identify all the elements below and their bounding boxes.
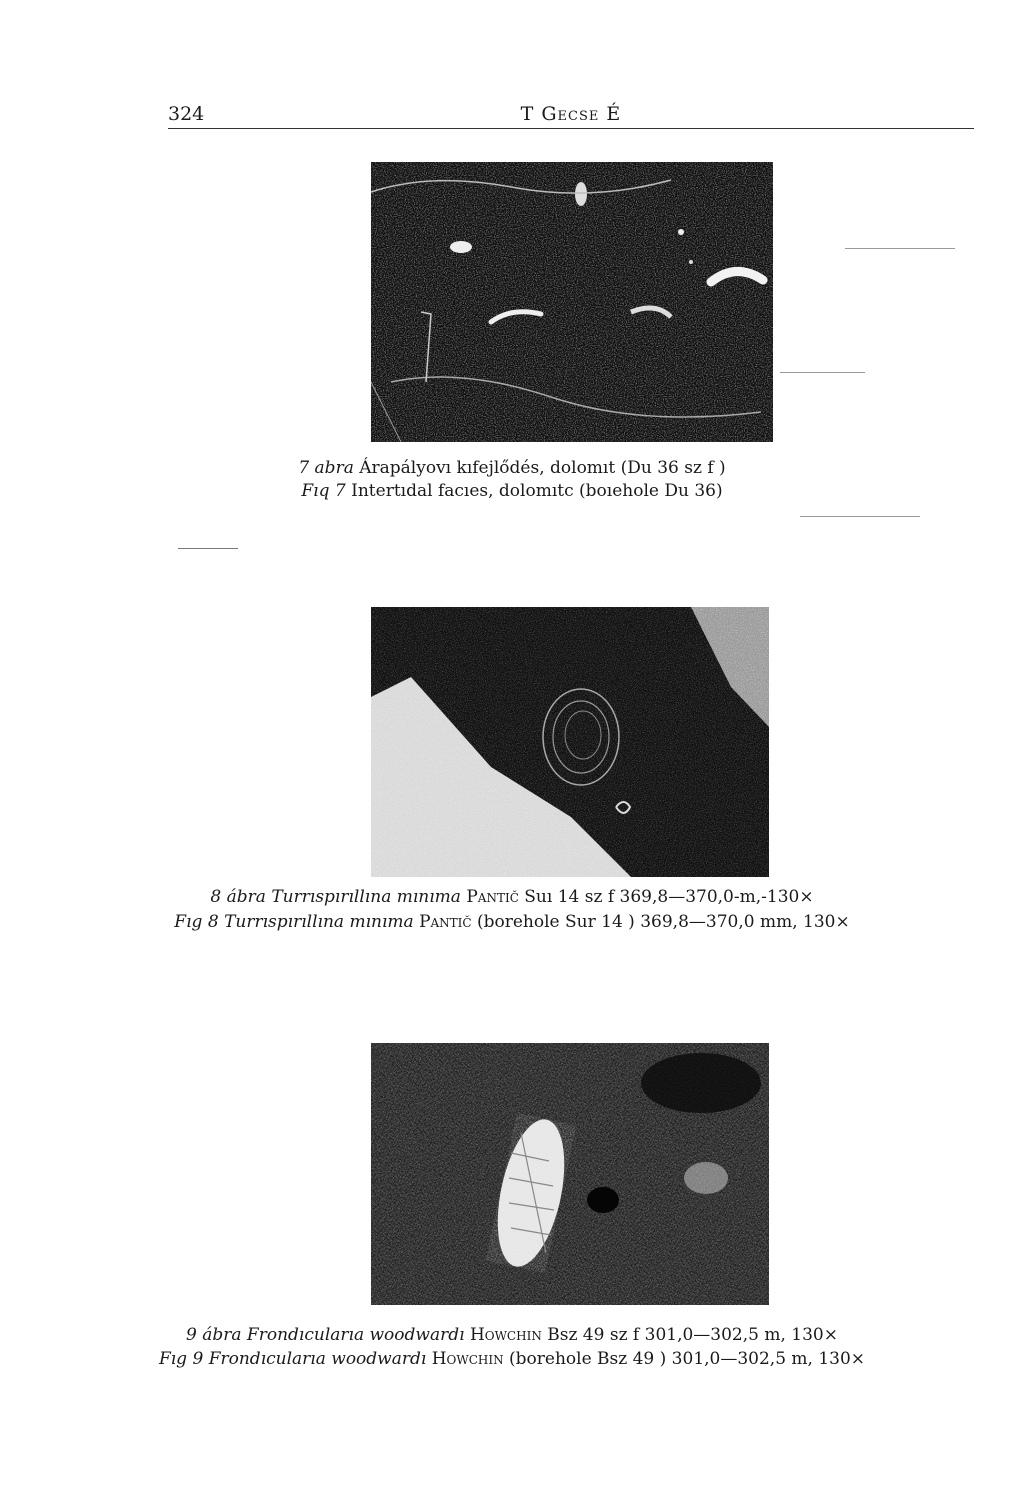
figure-8-hu-rest: Suı 14 sz f 369,8—370,0-m,-130×	[524, 887, 814, 907]
figure-9-en-species: Frondıcularıa woodwardı	[208, 1349, 427, 1369]
figure-8-hu-author: Pantič	[466, 887, 519, 907]
scan-artifact	[178, 548, 238, 549]
figure-9-micrograph	[371, 1043, 769, 1305]
figure-7-hu-text: Árapályovı kıfejlődés, dolomıt (Du 36 sz f )	[359, 458, 726, 478]
figure-8-hu-species: Turrıspırıllına mınıma	[271, 887, 461, 907]
figure-8-caption-hu	[0, 886, 1024, 908]
figure-8-micrograph	[371, 607, 769, 877]
figure-8-en-label: Fıg	[174, 912, 203, 932]
scan-artifact	[845, 248, 955, 249]
figure-8-en-rest: (borehole Sur 14 ) 369,8—370,0 mm, 130×	[477, 912, 850, 932]
figure-9-number: 9	[186, 1325, 197, 1345]
figure-8-number: 8	[210, 887, 222, 907]
figure-7-caption-en	[0, 480, 1024, 502]
figure-9-hu-author: Howchin	[469, 1325, 542, 1345]
figure-9-hu-label: ábra	[202, 1325, 242, 1345]
figure-8-hu-label: ábra	[226, 887, 266, 907]
figure-7-micrograph	[371, 162, 773, 442]
figure-8-en-author: Pantič	[419, 912, 472, 932]
figure-9-en-label: Fıg	[158, 1349, 188, 1369]
figure-9-caption-hu	[0, 1324, 1024, 1346]
running-head: T Gecse É	[520, 103, 622, 125]
figure-8-en-species: Turrıspırıllına mınıma	[224, 912, 414, 932]
figure-7-en-text: Intertıdal facıes, dolomıtc (boıehole Du 36)	[351, 481, 723, 501]
figure-7-hu-label: abra	[314, 458, 354, 478]
figure-9-en-author: Howchin	[431, 1349, 504, 1369]
figure-9-hu-species: Frondıcularıa woodwardı	[246, 1325, 465, 1345]
page-number: 324	[168, 103, 205, 125]
figure-8-caption-en	[0, 911, 1024, 933]
scan-artifact	[780, 372, 865, 373]
figure-7-en-number: 7	[334, 481, 346, 501]
header-rule	[168, 128, 974, 129]
figure-7-caption-hu	[0, 457, 1024, 479]
figure-9-en-rest: (borehole Bsz 49 ) 301,0—302,5 m, 130×	[509, 1349, 866, 1369]
figure-7-en-label: Fıq	[301, 481, 330, 501]
figure-9-hu-rest: Bsz 49 sz f 301,0—302,5 m, 130×	[547, 1325, 838, 1345]
figure-9-caption-en	[0, 1348, 1024, 1370]
scan-artifact	[800, 516, 920, 517]
figure-8-en-number: 8	[207, 912, 219, 932]
figure-7-number: 7	[298, 458, 310, 478]
figure-9-en-number: 9	[192, 1349, 204, 1369]
